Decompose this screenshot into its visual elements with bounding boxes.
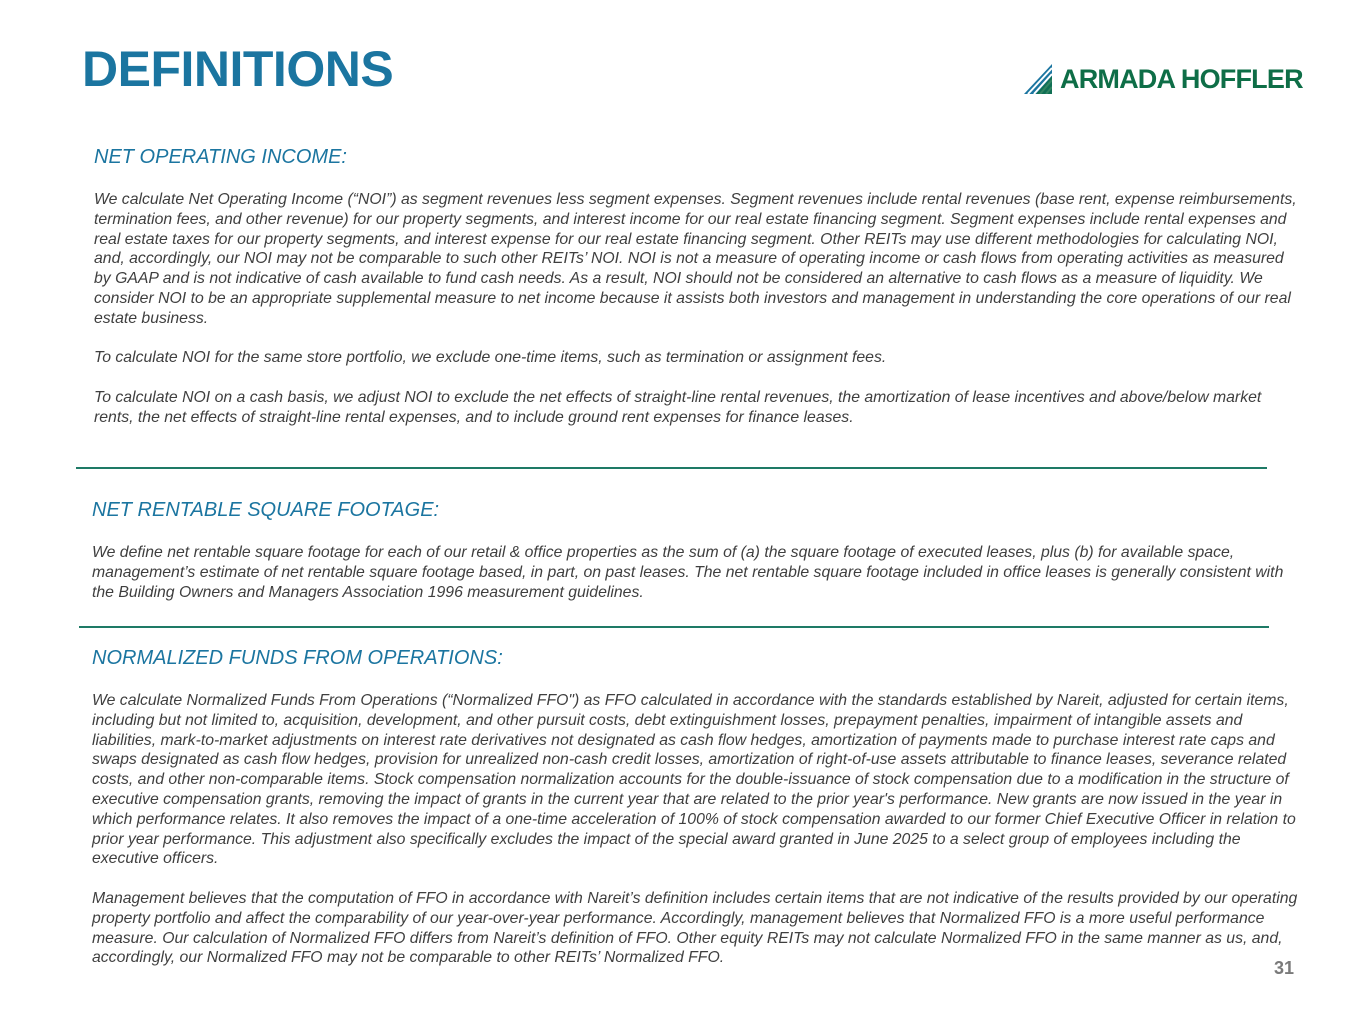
nffo-paragraph-1: We calculate Normalized Funds From Operations (“Normalized FFO") as FFO calculated in accordance with the standards established by Nareit, adjusted for certain items, including but not limited to, acquisition, development, and other pursuit costs, debt extinguishment losses, prepayment penalties, impairment of intangible assets and liabilities, mark-to-market adjustments on interest rate derivatives not designated as cash flow hedges, amortization of payments made to purchase interest rate caps and swaps designated as cash flow hedges, provision for unrealized non-cash credit losses, amortization of right-of-use assets attributable to finance leases, severance related costs, and other non-comparable items. Stock compensation normalization accounts for the double-issuance of stock compensation due to a modification in the structure of executive compensation grants, removing the impact of grants in the current year that are related to the prior year's performance. New grants are now issued in the year in which performance relates. It also removes the impact of a one-time acceleration of 100% of stock compensation awarded to our former Chief Executive Officer in relation to prior year performance. This adjustment also specifically excludes the impact of the special award granted in June 2025 to a select group of employees including the executive officers.	[92, 692, 1296, 868]
section-normalized-ffo	[92, 647, 1302, 968]
page-number: 31	[1274, 958, 1295, 978]
section-net-rentable-square-footage	[92, 499, 1302, 602]
section-divider	[76, 467, 1267, 469]
company-logo	[1022, 62, 1302, 98]
section-heading: NET OPERATING INCOME:	[94, 146, 347, 168]
logo-mark-icon	[1022, 62, 1056, 96]
nffo-paragraph-2: Management believes that the computation of FFO in accordance with Nareit’s definition includes certain items that are not indicative of the results provided by our operating property portfolio and affect the comparability of our year-over-year performance. Accordingly, management believes that Normalized FFO is a more useful performance measure. Our calculation of Normalized FFO differs from Nareit’s definition of FFO. Other equity REITs may not calculate Normalized FFO in the same manner as us, and, accordingly, our Normalized FFO may not be comparable to other REITs’ Normalized FFO.	[92, 889, 1298, 967]
section-heading: NET RENTABLE SQUARE FOOTAGE:	[92, 499, 440, 521]
logo-wordmark: ARMADA HOFFLER	[1060, 64, 1303, 94]
section-divider	[79, 626, 1269, 628]
noi-paragraph-3: To calculate NOI on a cash basis, we adjust NOI to exclude the net effects of straight-line rental revenues, the amortization of lease incentives and above/below market rents, the net effects of straight-line rental expenses, and to include ground rent expenses for finance leases.	[94, 388, 1262, 426]
noi-paragraph-1: We calculate Net Operating Income (“NOI”) as segment revenues less segment expenses. Segment revenues include rental revenues (base rent, expense reimbursements, termination fees, and other revenue) for our property segments, and interest income for our real estate financing segment. Segment expenses include rental expenses and real estate taxes for our property segments, and interest expense for our real estate financing segment. Other REITs may use different methodologies for calculating NOI, and, accordingly, our NOI may not be comparable to such other REITs’ NOI. NOI is not a measure of operating income or cash flows from operating activities as measured by GAAP and is not indicative of cash available to fund cash needs. As a result, NOI should not be considered an alternative to cash flows as a measure of liquidity. We consider NOI to be an appropriate supplemental measure to net income because it assists both investors and management in understanding the core operations of our real estate business.	[94, 191, 1297, 327]
page-title: DEFINITIONS	[82, 41, 394, 97]
nrsf-paragraph-1: We define net rentable square footage for each of our retail & office properties as the sum of (a) the square footage of executed leases, plus (b) for available space, management’s estimate of net rentable square footage based, in part, on past leases. The net rentable square footage included in office leases is generally consistent with the Building Owners and Managers Association 1996 measurement guidelines.	[92, 544, 1284, 601]
section-net-operating-income	[94, 146, 1304, 428]
noi-paragraph-2: To calculate NOI for the same store portfolio, we exclude one-time items, such as termination or assignment fees.	[94, 349, 887, 367]
section-heading: NORMALIZED FUNDS FROM OPERATIONS:	[92, 647, 503, 669]
